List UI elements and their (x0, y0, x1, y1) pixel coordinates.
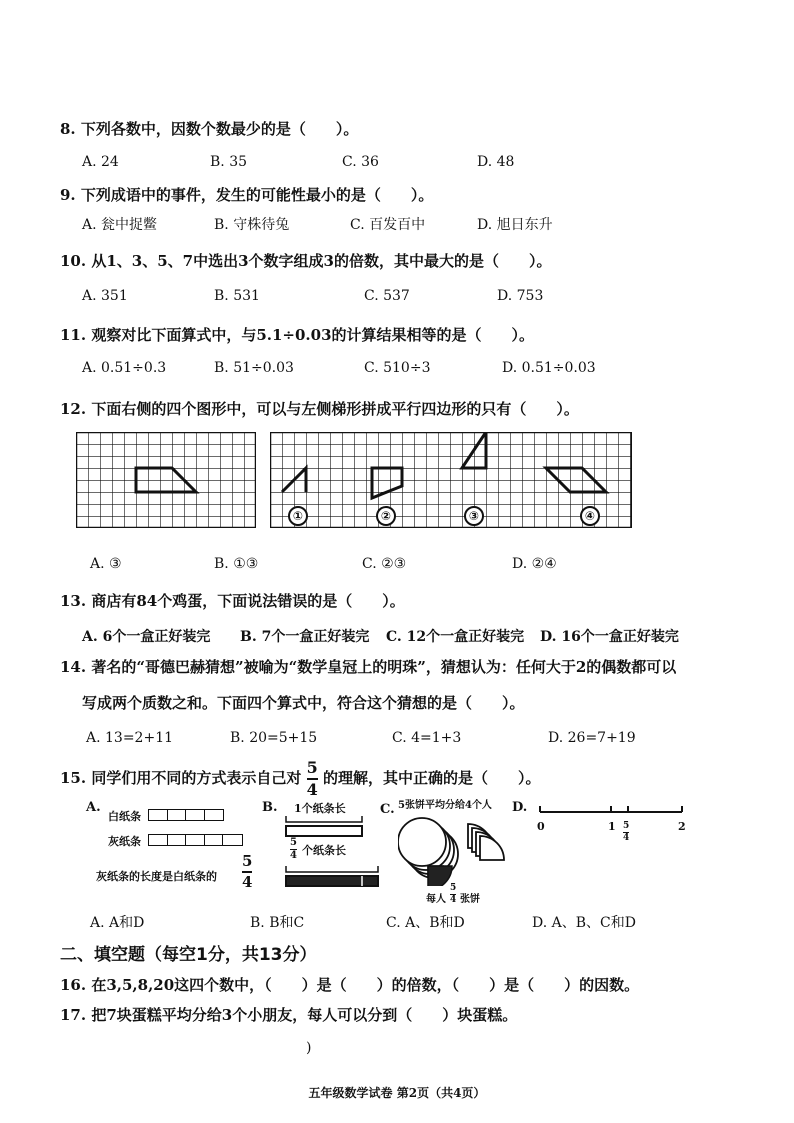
panel-a-fraction-num: 5 (242, 852, 253, 870)
option-b: B. B和C (250, 915, 305, 931)
question-17-stem: 17. 把7块蛋糕平均分给3个小朋友，每人可以分到（ ）块蛋糕。 (60, 1006, 518, 1024)
panel-a-caption: 灰纸条的长度是白纸条的 (96, 870, 217, 883)
option-b: B. 守株待兔 (214, 217, 290, 233)
figure-label-3: ③ (464, 506, 484, 526)
panel-c-fraction (450, 884, 456, 905)
option-d: D. 0.51÷0.03 (502, 360, 596, 376)
fraction-five-fourths (307, 760, 318, 798)
panel-a-label: A. (86, 800, 101, 815)
white-strip-label: 白纸条 (108, 810, 141, 823)
panel-c-bottom-pre: 每人 (426, 894, 446, 905)
fraction-numerator: 5 (306, 758, 318, 777)
question-13-stem: 13. 商店有84个鸡蛋，下面说法错误的是（ ）。 (60, 592, 405, 610)
panel-c-bottom-post: 张饼 (460, 894, 480, 905)
option-d: D. 旭日东升 (477, 217, 553, 233)
panel-b-fraction-den: 4 (290, 850, 297, 861)
option-a: A. 13=2+11 (86, 730, 174, 746)
question-12-stem: 12. 下面右侧的四个图形中，可以与左侧梯形拼成平行四边形的只有（ ）。 (60, 400, 579, 418)
option-c: C. 537 (364, 288, 410, 304)
figure-label-2: ② (376, 506, 396, 526)
fraction-denominator: 4 (306, 780, 318, 799)
option-a: A. ③ (90, 556, 122, 572)
question-14-stem-line2: 写成两个质数之和。下面四个算式中，符合这个猜想的是（ ）。 (82, 694, 525, 712)
option-b: B. 531 (214, 288, 260, 304)
page-footer: 五年级数学试卷 第2页（共4页） (308, 1086, 486, 1100)
panel-b (262, 800, 382, 900)
option-a: A. 351 (82, 288, 128, 304)
panel-c-fraction-num: 5 (450, 883, 457, 893)
option-b: B. 51÷0.03 (214, 360, 294, 376)
left-grid-svg (76, 432, 256, 528)
option-c: C. 510÷3 (364, 360, 431, 376)
option-c: C. 36 (342, 154, 379, 170)
option-a: A. 瓮中捉鳖 (82, 217, 158, 233)
panel-a-fraction-den: 4 (242, 873, 253, 891)
question-11-stem: 11. 观察对比下面算式中，与5.1÷0.03的计算结果相等的是（ ）。 (60, 326, 535, 344)
option-b: B. 7个一盒正好装完 (240, 629, 370, 645)
option-c: C. 4=1+3 (392, 730, 462, 746)
gray-strip (148, 834, 243, 846)
question-15-stem (60, 760, 540, 798)
panel-b-top-text: 1个纸条长 (294, 802, 346, 815)
panel-d-fraction-den: 4 (623, 833, 630, 843)
question-9-stem: 9. 下列成语中的事件，发生的可能性最小的是（ ）。 (60, 186, 434, 204)
figure-label-4: ④ (580, 506, 600, 526)
panel-c (380, 796, 510, 906)
gray-strip-label: 灰纸条 (108, 835, 141, 848)
option-a: A. A和D (90, 915, 145, 931)
section-2-title: 二、填空题（每空1分，共13分） (60, 945, 317, 965)
option-a: A. 24 (82, 154, 119, 170)
number-line-svg (536, 800, 686, 820)
option-b: B. ①③ (214, 556, 259, 572)
panel-a (86, 800, 256, 900)
option-c: C. 百发百中 (350, 217, 426, 233)
panel-d-fraction (623, 822, 629, 843)
option-c: C. 12个一盒正好装完 (386, 629, 525, 645)
question-15-stem-pre: 15. 同学们用不同的方式表示自己对 (60, 769, 302, 787)
question-16-stem: 16. 在3,5,8,20这四个数中，（ ）是（ ）的倍数，（ ）是（ ）的因数。 (60, 976, 640, 994)
option-d: D. 26=7+19 (548, 730, 636, 746)
tick-2: 2 (678, 820, 686, 833)
figure-label-1: ① (288, 506, 308, 526)
question-14-stem-line1: 14. 著名的“哥德巴赫猜想”被喻为“数学皇冠上的明珠”，猜想认为：任何大于2的偶数都可以 (60, 658, 677, 676)
right-figures-grid (270, 432, 632, 528)
tick-1: 1 (608, 820, 616, 833)
option-a: A. 6个一盒正好装完 (82, 629, 211, 645)
option-d: D. 16个一盒正好装完 (540, 629, 679, 645)
left-trapezoid-grid (76, 432, 256, 528)
panel-d (512, 800, 692, 870)
panel-d-label: D. (512, 800, 528, 815)
panel-b-bottom-text: 个纸条长 (302, 844, 346, 857)
option-d: D. ②④ (512, 556, 557, 572)
option-d: D. 753 (497, 288, 544, 304)
panel-c-top-text: 5张饼平均分给4个人 (398, 800, 492, 811)
question-10-stem: 10. 从1、3、5、7中选出3个数字组成3的倍数，其中最大的是（ ）。 (60, 252, 552, 270)
question-15-stem-post: 的理解，其中正确的是（ ）。 (322, 769, 541, 787)
right-grid-svg (270, 432, 632, 528)
panel-c-fraction-den: 4 (450, 895, 457, 905)
stray-mark: ) (306, 1040, 312, 1056)
option-a: A. 0.51÷0.3 (82, 360, 167, 376)
panel-b-fraction-num: 5 (290, 837, 297, 848)
panel-d-fraction-num: 5 (623, 821, 630, 831)
option-c: C. A、B和D (386, 915, 465, 931)
panel-b-label: B. (262, 800, 278, 815)
panel-b-fraction (290, 838, 297, 861)
option-b: B. 35 (210, 154, 248, 170)
option-d: D. A、B、C和D (532, 915, 636, 931)
option-c: C. ②③ (362, 556, 407, 572)
white-strip (148, 809, 224, 821)
panel-c-label: C. (380, 802, 395, 817)
panel-a-fraction (242, 854, 252, 890)
question-8-stem: 8. 下列各数中，因数个数最少的是（ ）。 (60, 120, 359, 138)
option-b: B. 20=5+15 (230, 730, 318, 746)
tick-0: 0 (537, 820, 545, 833)
panel-c-pie-svg (398, 814, 508, 886)
option-d: D. 48 (477, 154, 515, 170)
